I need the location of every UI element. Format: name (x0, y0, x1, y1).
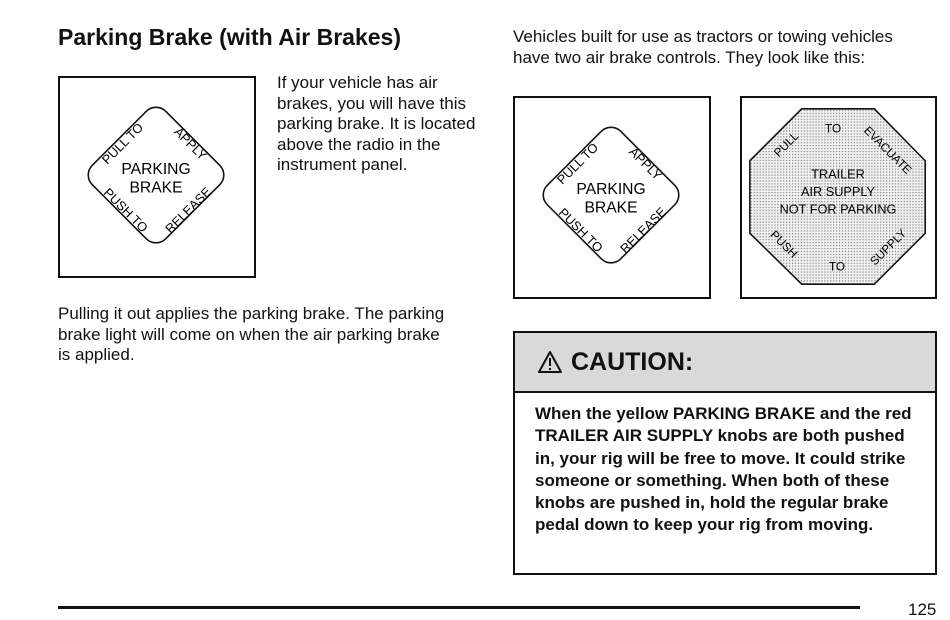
knob-label-bottom-left: PUSH TO (100, 184, 152, 236)
intro-paragraph: If your vehicle has air brakes, you will have this parking brake. It is located above the radio in the instrument panel. (277, 73, 476, 174)
parking-brake-diamond (60, 78, 254, 276)
parking-brake-knob-figure (58, 76, 256, 278)
trailer-label-top-left: PULL (771, 129, 802, 160)
page-number: 125 (908, 600, 937, 619)
trailer-line3: NOT FOR PARKING (779, 201, 897, 217)
tractors-paragraph: Vehicles built for use as tractors or towing vehicles have two air brake controls. They look like this: (513, 27, 893, 67)
knob-label-top-left: PULL TO (553, 139, 602, 188)
knob-center-line2: BRAKE (584, 199, 638, 217)
trailer-air-supply-figure (740, 96, 937, 299)
trailer-line1: TRAILER (811, 166, 865, 182)
knob-center-line2: BRAKE (129, 179, 183, 197)
knob-label-top-right: APPLY (171, 123, 211, 163)
knob-label-bottom-right: RELEASE (162, 184, 215, 237)
tractor-parking-brake-figure (513, 96, 711, 299)
trailer-label-top-right: EVACUATE (861, 124, 914, 177)
knob-center-line1: PARKING (121, 161, 191, 179)
knob-label-top-right: APPLY (626, 143, 666, 183)
trailer-label-bottom: TO (828, 260, 846, 274)
caution-header (515, 333, 935, 393)
caution-box (513, 331, 937, 575)
warning-triangle-icon (537, 350, 563, 374)
trailer-label-bottom-left: PUSH (767, 228, 800, 261)
caution-title: CAUTION: (571, 347, 694, 376)
knob-label-bottom-right: RELEASE (617, 204, 670, 257)
trailer-label-bottom-right: SUPPLY (867, 226, 910, 269)
trailer-air-supply-octagon (742, 98, 935, 297)
pulling-paragraph: Pulling it out applies the parking brake. The parking brake light will come on when the air parking brake is applied. (58, 304, 445, 364)
page-title: Parking Brake (with Air Brakes) (58, 24, 401, 50)
caution-text: When the yellow PARKING BRAKE and the red TRAILER AIR SUPPLY knobs are both pushed in, your rig will be free to move. It could strike someone or something. When both of these knobs are pushed in, hold the regular brake pedal down to keep your rig from moving. (535, 404, 912, 535)
trailer-label-top: TO (825, 122, 842, 136)
knob-label-top-left: PULL TO (98, 119, 147, 168)
trailer-line2: AIR SUPPLY (801, 184, 876, 200)
tractor-parking-diamond (515, 98, 709, 297)
knob-center-line1: PARKING (576, 181, 646, 199)
knob-label-bottom-left: PUSH TO (555, 204, 607, 256)
footer-rule (58, 606, 860, 609)
